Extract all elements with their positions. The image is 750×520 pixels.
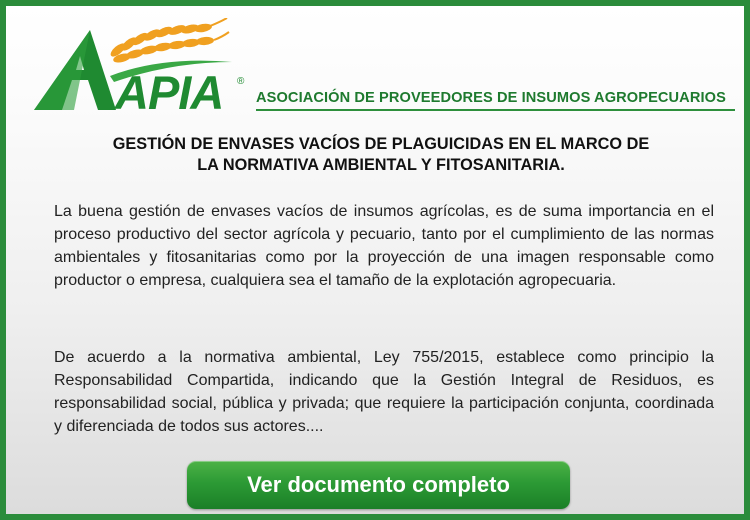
registered-mark: ® xyxy=(237,76,245,87)
title-line-1: GESTIÓN DE ENVASES VACÍOS DE PLAGUICIDAS EN EL MARCO DE xyxy=(112,135,650,153)
header-divider xyxy=(256,109,735,111)
header xyxy=(32,18,737,118)
article-paragraph-1: La buena gestión de envases vacíos de insumos agrícolas, es de suma importancia en el proceso productivo del sector agrícola y pecuario, tanto por el cumplimiento de las normas ambientales y fitosanitarias como por la proyección de una imagen responsable como productor o empresa, cualquiera sea el tamaño de la explotación agropecuaria. xyxy=(54,203,714,289)
apia-logo[interactable] xyxy=(32,18,257,113)
article-paragraph-2: De acuerdo a la normativa ambiental, Ley 755/2015, establece como principio la Responsabilidad Compartida, indicando que la Gestión Integral de Residuos, es responsabilidad social, pública y privada; que requiere la participación conjunta, coordinada y diferenciada de todos sus actores.... xyxy=(54,349,714,435)
article-title xyxy=(46,134,716,176)
title-line-2: LA NORMATIVA AMBIENTAL Y FITOSANITARIA. xyxy=(197,156,565,174)
view-full-document-button[interactable]: Ver documento completo xyxy=(187,461,570,509)
apia-wheat-logo-icon xyxy=(32,18,257,113)
logo-text: APIA xyxy=(115,66,224,113)
organization-name: ASOCIACIÓN DE PROVEEDORES DE INSUMOS AGROPECUARIOS xyxy=(256,90,726,106)
